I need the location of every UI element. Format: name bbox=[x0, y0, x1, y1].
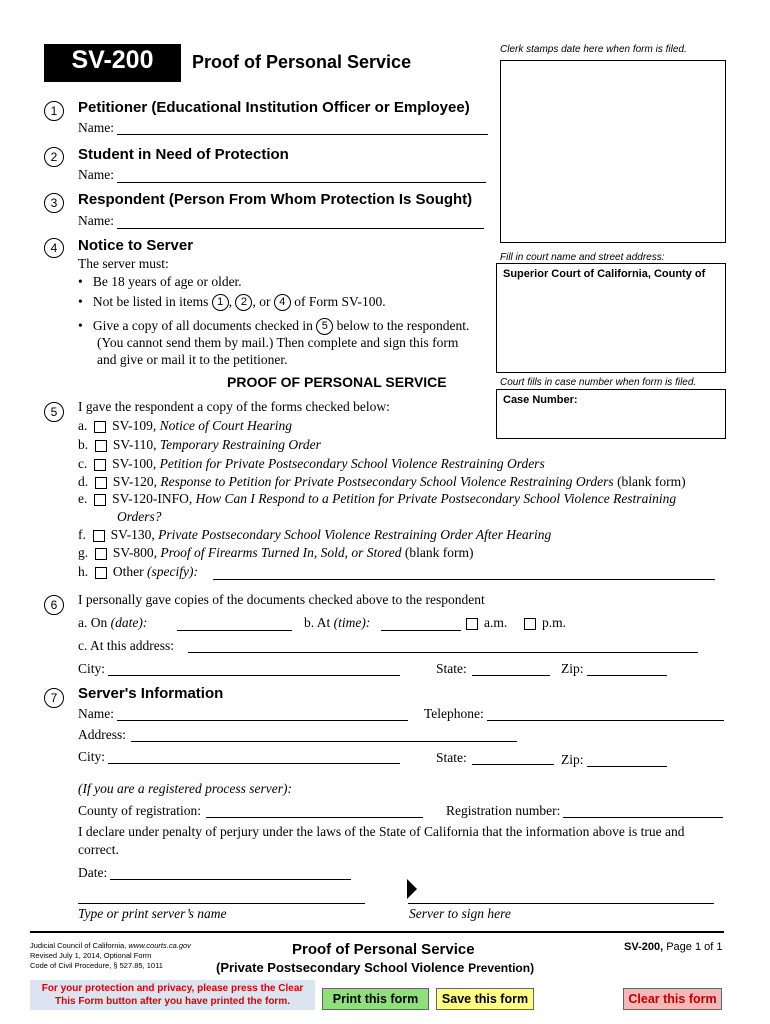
arrow-icon bbox=[407, 879, 417, 899]
clear-button[interactable]: Clear this form bbox=[623, 988, 722, 1010]
item-title: Temporary Restraining Order bbox=[159, 437, 321, 452]
item-title: Petition for Private Postsecondary School Violence Restraining Orders bbox=[159, 456, 545, 471]
respondent-name-input[interactable] bbox=[117, 228, 484, 229]
server-telephone-label: Telephone: bbox=[424, 706, 484, 721]
item-title: How Can I Respond to a Petition for Private Postsecondary School Violence Restraining bbox=[195, 491, 677, 506]
item-letter: e. bbox=[78, 491, 88, 506]
clerk-stamp-box bbox=[500, 60, 726, 243]
server-address-label: Address: bbox=[78, 727, 126, 742]
server-bullet-3: • Give a copy of all documents checked in 5 below to the respondent. bbox=[78, 318, 469, 335]
case-label: Case Number: bbox=[503, 394, 578, 406]
item-letter: b. bbox=[78, 437, 89, 452]
petitioner-name-input[interactable] bbox=[117, 134, 488, 135]
ref-item-4-circle: 4 bbox=[274, 294, 291, 311]
pm-label: p.m. bbox=[542, 615, 567, 630]
item-letter: g. bbox=[78, 545, 89, 560]
item-letter: d. bbox=[78, 474, 89, 489]
server-name-label: Name: bbox=[78, 706, 114, 721]
date-label: (date): bbox=[110, 615, 148, 630]
item-2-title: Student in Need of Protection bbox=[78, 146, 289, 163]
item-code: SV-109, bbox=[112, 418, 157, 433]
service-city-input[interactable] bbox=[108, 675, 400, 676]
item-code: SV-120, bbox=[112, 474, 158, 489]
server-bullet-3-line3: and give or mail it to the petitioner. bbox=[97, 352, 288, 367]
registration-number-label: Registration number: bbox=[446, 803, 561, 818]
server-bullet-3-text: Give a copy of all documents checked in bbox=[92, 318, 313, 333]
service-time-label bbox=[304, 615, 370, 631]
service-time-input[interactable] bbox=[381, 630, 461, 631]
form-item-d bbox=[78, 474, 686, 490]
item-3-name-label: Name: bbox=[78, 213, 114, 228]
item-title: Response to Petition for Private Postsecondary School Violence Restraining Orders bbox=[160, 474, 614, 489]
item-1-circle: 1 bbox=[44, 101, 64, 121]
checkbox-b[interactable] bbox=[95, 440, 107, 452]
item-2-name-label: Name: bbox=[78, 167, 114, 182]
footer-page bbox=[624, 941, 722, 953]
service-address-input[interactable] bbox=[188, 652, 698, 653]
server-bullet-3-end: below to the respondent. bbox=[336, 318, 470, 333]
sep-1: , bbox=[228, 294, 233, 309]
item-1-name-label: Name: bbox=[78, 120, 114, 135]
form-item-g bbox=[78, 545, 474, 561]
service-date-input[interactable] bbox=[177, 630, 292, 631]
a-label: a. On bbox=[78, 615, 108, 630]
court-label: Superior Court of California, County of bbox=[503, 268, 706, 280]
form-code: SV-200 bbox=[71, 46, 154, 74]
form-item-e bbox=[78, 491, 676, 507]
server-state-label: State: bbox=[436, 750, 467, 765]
item-letter: c. bbox=[78, 456, 88, 471]
ref-item-5-circle: 5 bbox=[316, 318, 333, 335]
printed-name-caption: Type or print server’s name bbox=[78, 906, 227, 921]
service-city-label: City: bbox=[78, 661, 106, 676]
item-6-circle: 6 bbox=[44, 595, 64, 615]
service-state-label: State: bbox=[436, 661, 467, 676]
item-extra: (blank form) bbox=[617, 474, 686, 489]
checkbox-f[interactable] bbox=[93, 530, 105, 542]
footer-council bbox=[30, 941, 191, 950]
page-number: Page 1 of 1 bbox=[666, 941, 723, 953]
registered-server-note: (If you are a registered process server): bbox=[78, 781, 292, 796]
item-code: SV-130, bbox=[110, 527, 155, 542]
item-code: Other bbox=[112, 564, 144, 579]
form-item-c bbox=[78, 456, 545, 472]
item-5-intro: I gave the respondent a copy of the forms checked below: bbox=[78, 399, 390, 414]
other-specify-input[interactable] bbox=[213, 579, 715, 580]
item-4-title: Notice to Server bbox=[78, 237, 194, 254]
server-bullet-2: • Not be listed in items 1 , 2 , or 4 of Form SV-100. bbox=[78, 294, 386, 311]
court-note: Fill in court name and street address: bbox=[500, 252, 665, 263]
item-5-circle: 5 bbox=[44, 402, 64, 422]
save-button[interactable]: Save this form bbox=[436, 988, 534, 1010]
b-label: b. At bbox=[304, 615, 331, 630]
item-3-title: Respondent (Person From Whom Protection Is Sought) bbox=[78, 191, 473, 208]
server-printed-name-input[interactable] bbox=[78, 903, 365, 904]
item-letter: h. bbox=[78, 564, 89, 579]
server-telephone-input[interactable] bbox=[487, 720, 724, 721]
server-city-label: City: bbox=[78, 749, 106, 764]
footer-code: Code of Civil Procedure, § 527.85, 1011 bbox=[30, 961, 163, 970]
item-code: SV-100, bbox=[112, 456, 157, 471]
pm-checkbox[interactable] bbox=[524, 618, 536, 630]
item-title: (specify): bbox=[147, 564, 198, 579]
checkbox-g[interactable] bbox=[95, 548, 107, 560]
item-2-circle: 2 bbox=[44, 147, 64, 167]
ref-item-1-circle: 1 bbox=[212, 294, 229, 311]
server-state-input[interactable] bbox=[472, 764, 554, 765]
subtitle-bold: (Private Postsecondary School Violence bbox=[216, 960, 465, 975]
ref-item-2-circle: 2 bbox=[235, 294, 252, 311]
subtitle-end: Prevention) bbox=[468, 961, 535, 975]
county-registration-input[interactable] bbox=[206, 817, 423, 818]
declaration-line-2: correct. bbox=[78, 842, 119, 857]
item-title: Proof of Firearms Turned In, Sold, or Stored bbox=[160, 545, 402, 560]
checkbox-h[interactable] bbox=[95, 567, 107, 579]
time-label: (time): bbox=[333, 615, 371, 630]
server-name-input[interactable] bbox=[117, 720, 408, 721]
item-letter: f. bbox=[78, 527, 86, 542]
footer-subtitle bbox=[216, 960, 534, 975]
checkbox-c[interactable] bbox=[94, 459, 106, 471]
form-item-a bbox=[78, 418, 292, 434]
form-item-b bbox=[78, 437, 321, 453]
student-name-input[interactable] bbox=[117, 182, 486, 183]
item-extra: (blank form) bbox=[404, 545, 474, 560]
service-address-label: c. At this address: bbox=[78, 638, 174, 653]
checkbox-d[interactable] bbox=[95, 477, 107, 489]
pm-option bbox=[524, 615, 566, 631]
county-registration-label: County of registration: bbox=[78, 803, 201, 818]
footer-revised: Revised July 1, 2014, Optional Form bbox=[30, 951, 152, 960]
registration-number-input[interactable] bbox=[563, 817, 723, 818]
council-text: Judicial Council of California, bbox=[30, 941, 129, 950]
server-bullet-2-text: Not be listed in items bbox=[92, 294, 209, 309]
am-checkbox[interactable] bbox=[466, 618, 478, 630]
server-zip-label: Zip: bbox=[561, 752, 584, 767]
server-signature-input[interactable] bbox=[408, 903, 714, 904]
footer-title: Proof of Personal Service bbox=[292, 941, 475, 958]
footer-form-code: SV-200, bbox=[624, 941, 664, 953]
service-zip-label: Zip: bbox=[561, 661, 584, 676]
print-button[interactable]: Print this form bbox=[322, 988, 429, 1010]
form-item-f bbox=[78, 527, 551, 543]
server-must-intro: The server must: bbox=[78, 256, 169, 271]
privacy-line-1: For your protection and privacy, please press the Clear bbox=[41, 983, 304, 994]
form-item-h bbox=[78, 564, 198, 580]
item-1-title: Petitioner (Educational Institution Officer or Employee) bbox=[78, 99, 470, 116]
item-4-circle: 4 bbox=[44, 238, 64, 258]
service-date-label bbox=[78, 615, 147, 631]
item-code: SV-800, bbox=[112, 545, 158, 560]
item-7-circle: 7 bbox=[44, 688, 64, 708]
server-address-input[interactable] bbox=[131, 741, 517, 742]
server-bullet-2-end: of Form SV-100. bbox=[294, 294, 386, 309]
item-code: SV-110, bbox=[112, 437, 157, 452]
case-note: Court fills in case number when form is filed. bbox=[500, 377, 697, 388]
signature-caption: Server to sign here bbox=[409, 906, 511, 921]
service-zip-input[interactable] bbox=[587, 675, 667, 676]
declaration-date-label: Date: bbox=[78, 865, 108, 880]
checkbox-a[interactable] bbox=[94, 421, 106, 433]
item-letter: a. bbox=[78, 418, 88, 433]
privacy-line-2: This Form button after you have printed the form. bbox=[54, 996, 290, 1007]
page-title: Proof of Personal Service bbox=[192, 52, 412, 72]
site-link[interactable]: www.courts.ca.gov bbox=[128, 941, 191, 950]
declaration-date-input[interactable] bbox=[110, 879, 351, 880]
service-state-input[interactable] bbox=[472, 675, 550, 676]
sep-2: , or bbox=[252, 294, 271, 309]
clerk-note: Clerk stamps date here when form is filed. bbox=[500, 44, 687, 55]
item-3-circle: 3 bbox=[44, 193, 64, 213]
am-option bbox=[466, 615, 507, 631]
server-zip-input[interactable] bbox=[587, 766, 667, 767]
item-code: SV-120-INFO, bbox=[112, 491, 193, 506]
item-6-intro: I personally gave copies of the documents checked above to the respondent bbox=[78, 592, 485, 607]
server-city-input[interactable] bbox=[108, 763, 400, 764]
checkbox-e[interactable] bbox=[94, 494, 106, 506]
form-item-e-cont: Orders? bbox=[117, 509, 162, 524]
item-7-title: Server's Information bbox=[78, 685, 224, 702]
proof-heading: PROOF OF PERSONAL SERVICE bbox=[227, 374, 447, 390]
server-bullet-1-text: Be 18 years of age or older. bbox=[92, 274, 242, 289]
declaration-line-1: I declare under penalty of perjury under the laws of the State of California that the information above is true and bbox=[78, 824, 685, 839]
footer-rule bbox=[30, 931, 724, 933]
item-title: Private Postsecondary School Violence Restraining Order After Hearing bbox=[158, 527, 552, 542]
server-bullet-3-line2: (You cannot send them by mail.) Then complete and sign this form bbox=[97, 335, 459, 350]
server-bullet-1: • Be 18 years of age or older. bbox=[78, 274, 242, 289]
item-title: Notice of Court Hearing bbox=[159, 418, 293, 433]
am-label: a.m. bbox=[484, 615, 508, 630]
